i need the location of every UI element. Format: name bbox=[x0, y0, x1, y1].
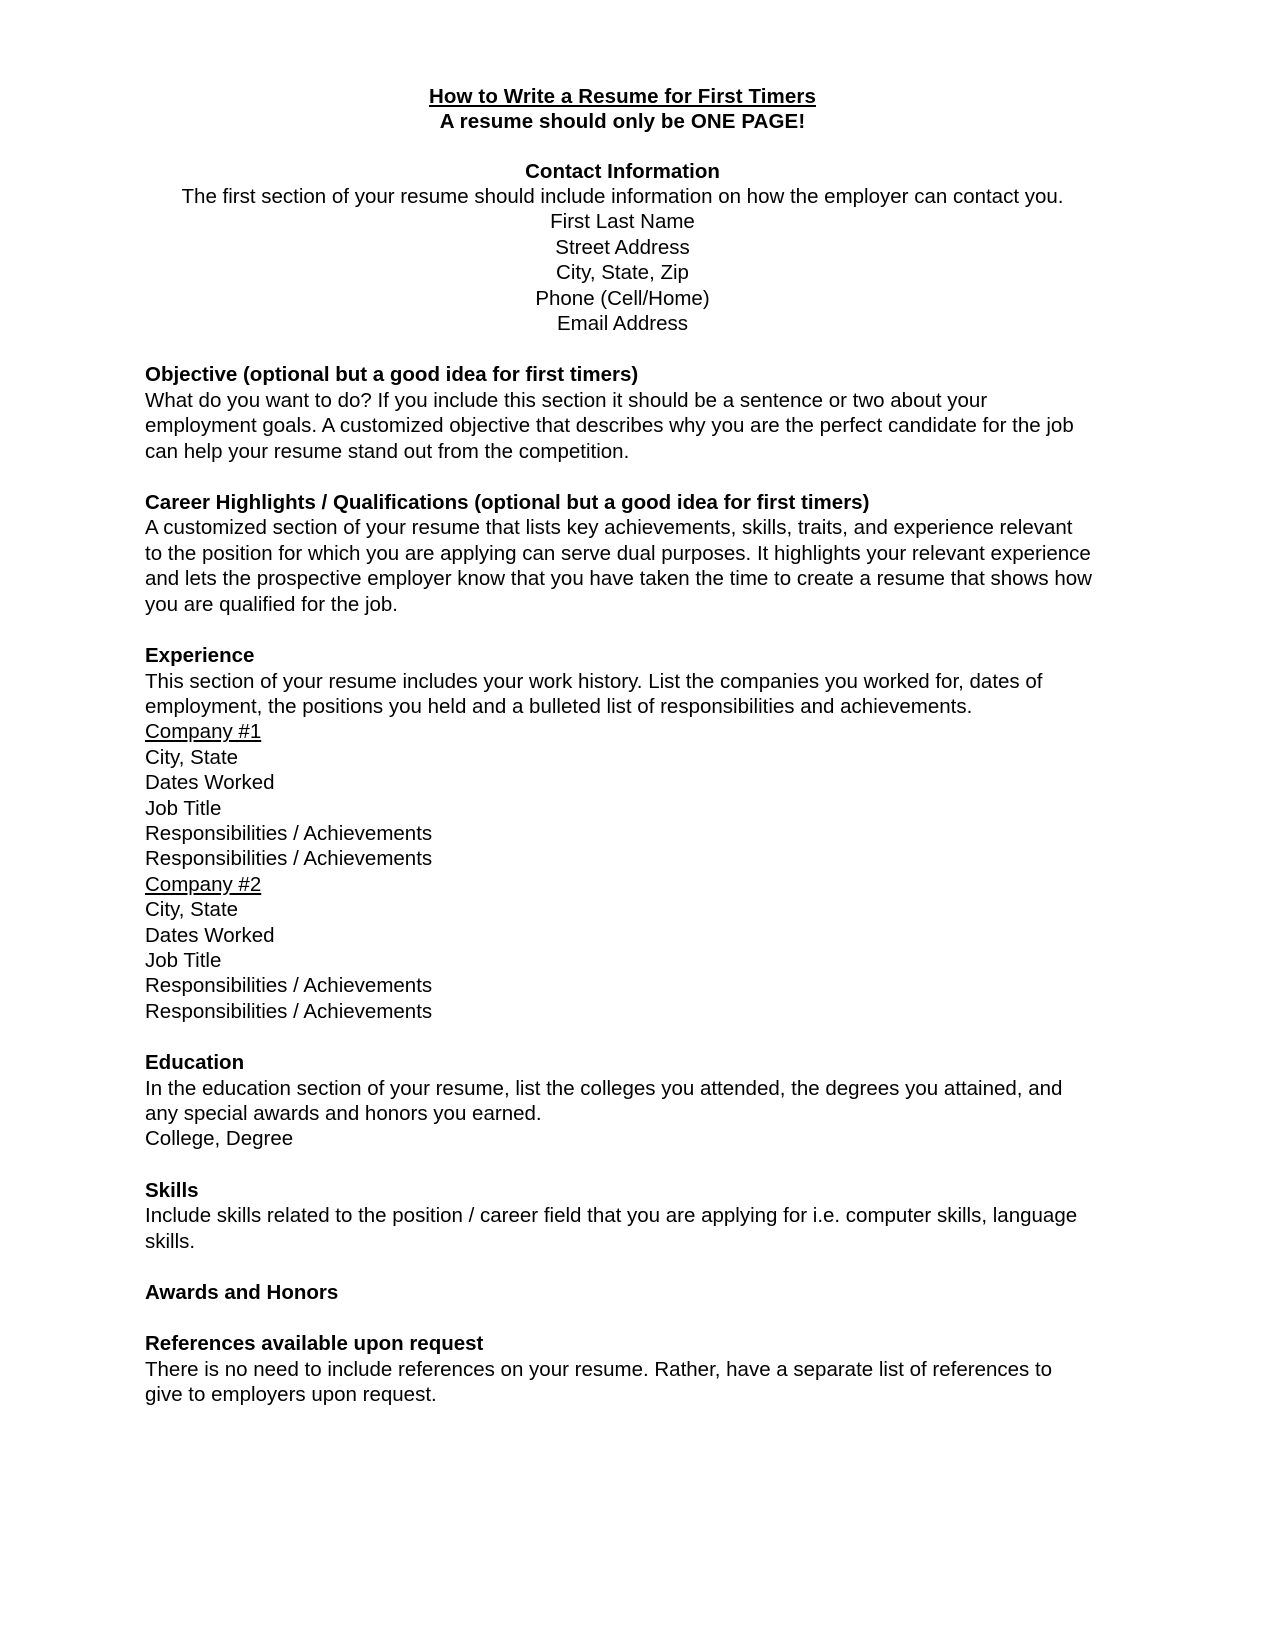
page-title: How to Write a Resume for First Timers bbox=[429, 85, 816, 108]
company-2-dates: Dates Worked bbox=[145, 923, 275, 947]
experience-company-1 bbox=[145, 719, 1100, 744]
objective-body-text: What do you want to do? If you include this section it should be a sentence or two about your employment goals. A customized objective that describes why you are the perfect candidate for the job can help your resume stand out from the competition. bbox=[145, 388, 1074, 463]
spacer bbox=[145, 336, 1100, 362]
section-heading-objective: Objective (optional but a good idea for first timers) bbox=[145, 363, 639, 387]
education-body-text: In the education section of your resume, list the colleges you attended, the degrees you attained, and any special awards and honors you earned. bbox=[145, 1076, 1063, 1125]
company-name: Company #1 bbox=[145, 720, 262, 744]
spacer bbox=[145, 464, 1100, 490]
section-heading-contact-information: Contact Information bbox=[525, 160, 720, 183]
experience-body-text: This section of your resume includes your work history. List the companies you worked for, dates of employment, the positions you held and a bulleted list of responsibilities and achievements. bbox=[145, 669, 1043, 718]
spacer bbox=[145, 1024, 1100, 1050]
experience-company-2 bbox=[145, 872, 1100, 897]
page-subtitle: A resume should only be ONE PAGE! bbox=[439, 110, 806, 133]
company-2-bullet: Responsibilities / Achievements bbox=[145, 999, 433, 1023]
education-entry: College, Degree bbox=[145, 1127, 294, 1151]
company-1-dates: Dates Worked bbox=[145, 771, 275, 795]
section-heading-experience: Experience bbox=[145, 644, 255, 668]
company-2-bullet: Responsibilities / Achievements bbox=[145, 974, 433, 998]
section-heading-awards-and-honors: Awards and Honors bbox=[145, 1281, 339, 1305]
company-name: Company #2 bbox=[145, 872, 262, 896]
contact-line-email: Email Address bbox=[556, 312, 689, 336]
company-1-location: City, State bbox=[145, 745, 239, 769]
company-2-location: City, State bbox=[145, 898, 239, 922]
contact-line-name: First Last Name bbox=[550, 210, 695, 234]
skills-body-text: Include skills related to the position / career field that you are applying for i.e. computer skills, language skills. bbox=[145, 1204, 1078, 1253]
spacer bbox=[145, 134, 1100, 159]
section-heading-references: References available upon request bbox=[145, 1332, 484, 1356]
contact-line-city-state-zip: City, State, Zip bbox=[556, 261, 689, 285]
contact-intro-text: The first section of your resume should include information on how the employer can contact you. bbox=[181, 185, 1064, 208]
company-1-bullet: Responsibilities / Achievements bbox=[145, 847, 433, 871]
company-2-job-title: Job Title bbox=[145, 948, 222, 972]
references-body-text: There is no need to include references on your resume. Rather, have a separate list of references to give to employers upon request. bbox=[145, 1357, 1053, 1407]
contact-line-phone: Phone (Cell/Home) bbox=[535, 286, 710, 310]
career-highlights-body-text: A customized section of your resume that lists key achievements, skills, traits, and experience relevant to the position for which you are applying can serve dual purposes. It highlights your relevant experience and lets the prospective employer know that you have taken the time to create a resume that shows how you are qualified for the job. bbox=[145, 516, 1092, 616]
contact-line-street: Street Address bbox=[555, 235, 690, 259]
spacer bbox=[145, 1254, 1100, 1280]
section-heading-skills: Skills bbox=[145, 1178, 199, 1202]
section-heading-education: Education bbox=[145, 1051, 245, 1075]
company-1-bullet: Responsibilities / Achievements bbox=[145, 821, 433, 845]
section-heading-career-highlights: Career Highlights / Qualifications (optional but a good idea for first timers) bbox=[145, 491, 870, 515]
spacer bbox=[145, 1305, 1100, 1331]
spacer bbox=[145, 1152, 1100, 1178]
company-1-job-title: Job Title bbox=[145, 796, 222, 820]
spacer bbox=[145, 617, 1100, 643]
